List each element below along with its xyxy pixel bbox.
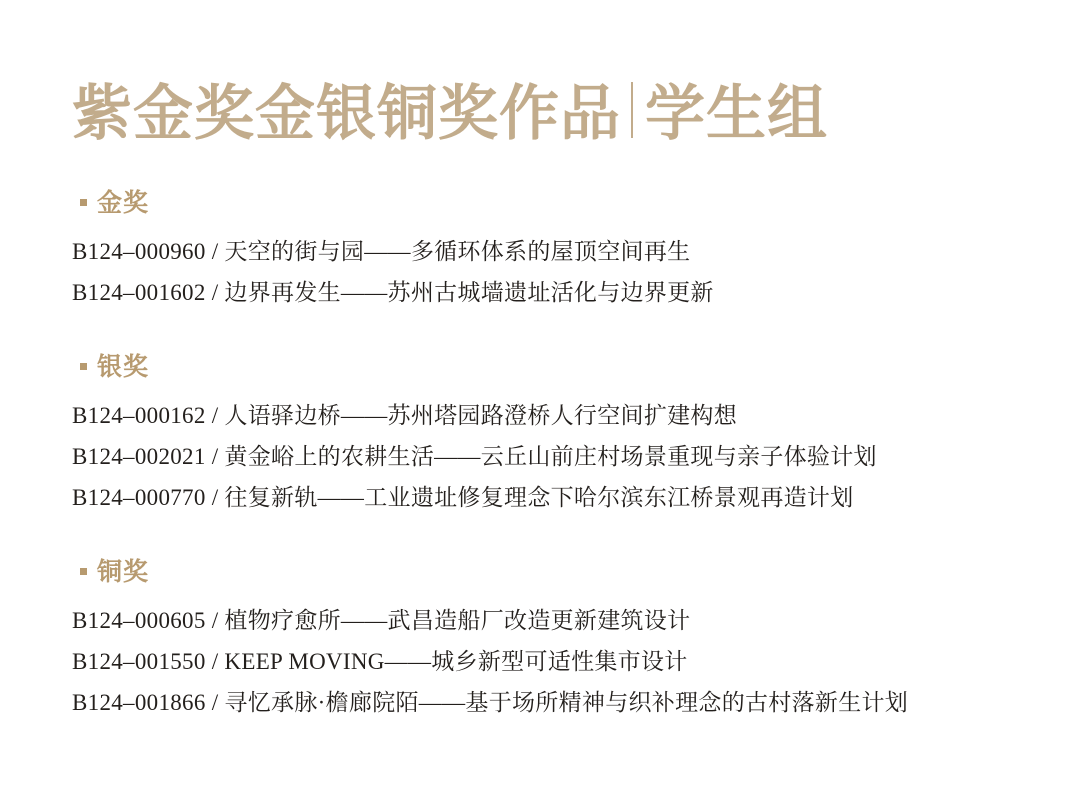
list-item: B124–000770 / 往复新轨——工业遗址修复理念下哈尔滨东江桥景观再造计划: [72, 485, 854, 510]
square-bullet-icon: [80, 363, 87, 370]
square-bullet-icon: [80, 568, 87, 575]
list-item: B124–001866 / 寻忆承脉·檐廊院陌——基于场所精神与织补理念的古村落新生计划: [72, 690, 909, 715]
list-item: B124–001602 / 边界再发生——苏州古城墙遗址活化与边界更新: [72, 280, 714, 305]
section-silver: [72, 347, 1020, 518]
page-title-main: 紫金奖金银铜奖作品: [72, 81, 621, 147]
section-bronze-header: [72, 552, 1020, 588]
section-gold-header: [72, 183, 1020, 219]
section-gold-title: 金奖: [97, 190, 150, 217]
list-item: B124–000605 / 植物疗愈所——武昌造船厂改造更新建筑设计: [72, 608, 691, 633]
section-gold: [72, 183, 1020, 313]
list-item: B124–002021 / 黄金峪上的农耕生活——云丘山前庄村场景重现与亲子体验计划: [72, 444, 877, 469]
list-item: B124–001550 / KEEP MOVING——城乡新型可适性集市设计: [72, 649, 688, 674]
title-divider-icon: [631, 82, 633, 138]
list-item: B124–000960 / 天空的街与园——多循环体系的屋顶空间再生: [72, 239, 691, 264]
section-bronze-title: 铜奖: [97, 559, 150, 586]
list-item: B124–000162 / 人语驿边桥——苏州塔园路澄桥人行空间扩建构想: [72, 403, 738, 428]
section-bronze: [72, 552, 1020, 723]
page-title: [72, 70, 1020, 149]
section-silver-title: 银奖: [97, 354, 150, 381]
page-title-sub: 学生组: [645, 81, 828, 147]
section-silver-header: [72, 347, 1020, 383]
square-bullet-icon: [80, 199, 87, 206]
